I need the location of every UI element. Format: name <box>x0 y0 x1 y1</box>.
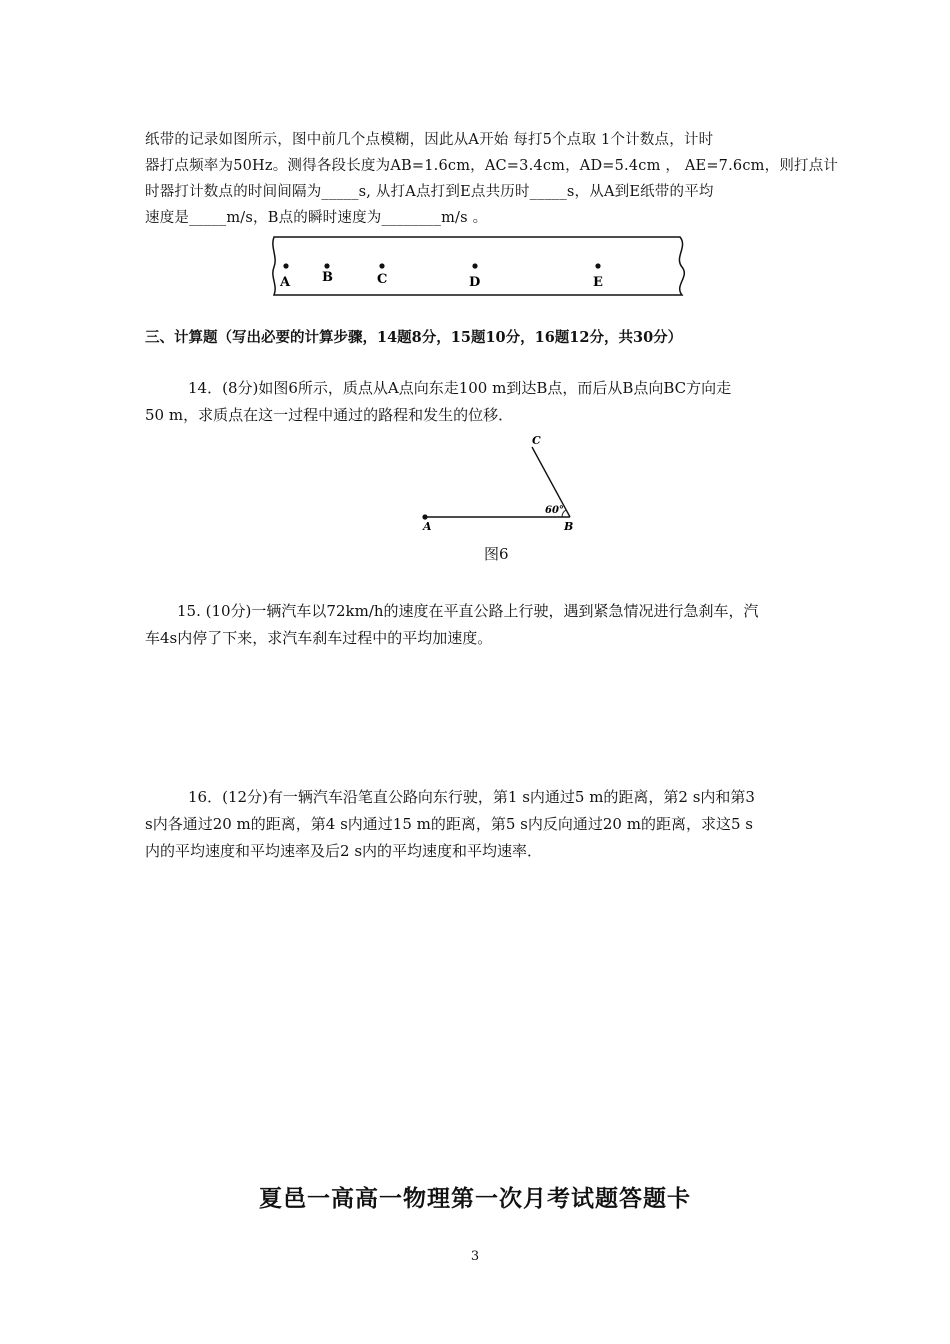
q16-line-3: 内的平均速度和平均速率及后2 s内的平均速度和平均速率． <box>145 842 543 860</box>
answer-card-title: 夏邑一高高一物理第一次月考试题答题卡 <box>259 1185 691 1212</box>
tape-label-e: E <box>593 275 603 290</box>
q16-line-2: s内各通过20 m的距离，第4 s内通过15 m的距离，第5 s内反向通过20 m的距离，求这5 s <box>145 815 753 833</box>
q13-line-4: 速度是_____m/s，B点的瞬时速度为________m/s 。 <box>145 210 488 226</box>
label-b: B <box>564 520 574 533</box>
q15-line-1: 15. (10分)一辆汽车以72km/h的速度在平直公路上行驶，遇到紧急情况进行急刹车，汽 <box>177 602 759 620</box>
tape-label-a: A <box>280 275 291 290</box>
q16-line-1: 16．(12分)有一辆汽车沿笔直公路向东行驶，第1 s内通过5 m的距离，第2 s内和第3 <box>188 788 755 806</box>
tape-point-b <box>324 263 329 268</box>
section-3-heading: 三、计算题（写出必要的计算步骤，14题8分，15题10分，16题12分，共30分） <box>145 329 683 346</box>
q15-line-2: 车4s内停了下来，求汽车刹车过程中的平均加速度。 <box>145 629 493 647</box>
tape-point-e <box>595 263 600 268</box>
figure-6-caption: 图6 <box>484 545 509 563</box>
figure-6-diagram <box>415 430 585 535</box>
page-number: 3 <box>470 1249 480 1264</box>
paper-tape-figure <box>270 233 690 299</box>
tape-point-a <box>283 263 288 268</box>
q14-line-2: 50 m，求质点在这一过程中通过的路程和发生的位移． <box>145 406 514 424</box>
label-a: A <box>423 520 432 533</box>
tape-point-d <box>472 263 477 268</box>
tape-label-d: D <box>469 275 481 290</box>
tape-point-c <box>379 263 384 268</box>
q13-line-3: 时器打计数点的时间间隔为_____s, 从打A点打到E点共历时_____s，从A到E纸带的平均 <box>145 184 714 200</box>
q13-line-1: 纸带的记录如图所示，图中前几个点模糊，因此从A开始 每打5个点取 1个计数点，计时 <box>145 132 714 148</box>
q13-line-2: 器打点频率为50Hz。测得各段长度为AB=1.6cm，AC=3.4cm，AD=5.4cm ， AE=7.6cm，则打点计 <box>145 158 839 174</box>
label-c: C <box>532 434 541 447</box>
q14-line-1: 14．(8分)如图6所示，质点从A点向东走100 m到达B点，而后从B点向BC方向走 <box>188 379 732 397</box>
angle-label: 60° <box>545 505 564 516</box>
tape-label-c: C <box>377 272 388 287</box>
tape-label-b: B <box>322 270 333 285</box>
point-a <box>422 514 427 519</box>
